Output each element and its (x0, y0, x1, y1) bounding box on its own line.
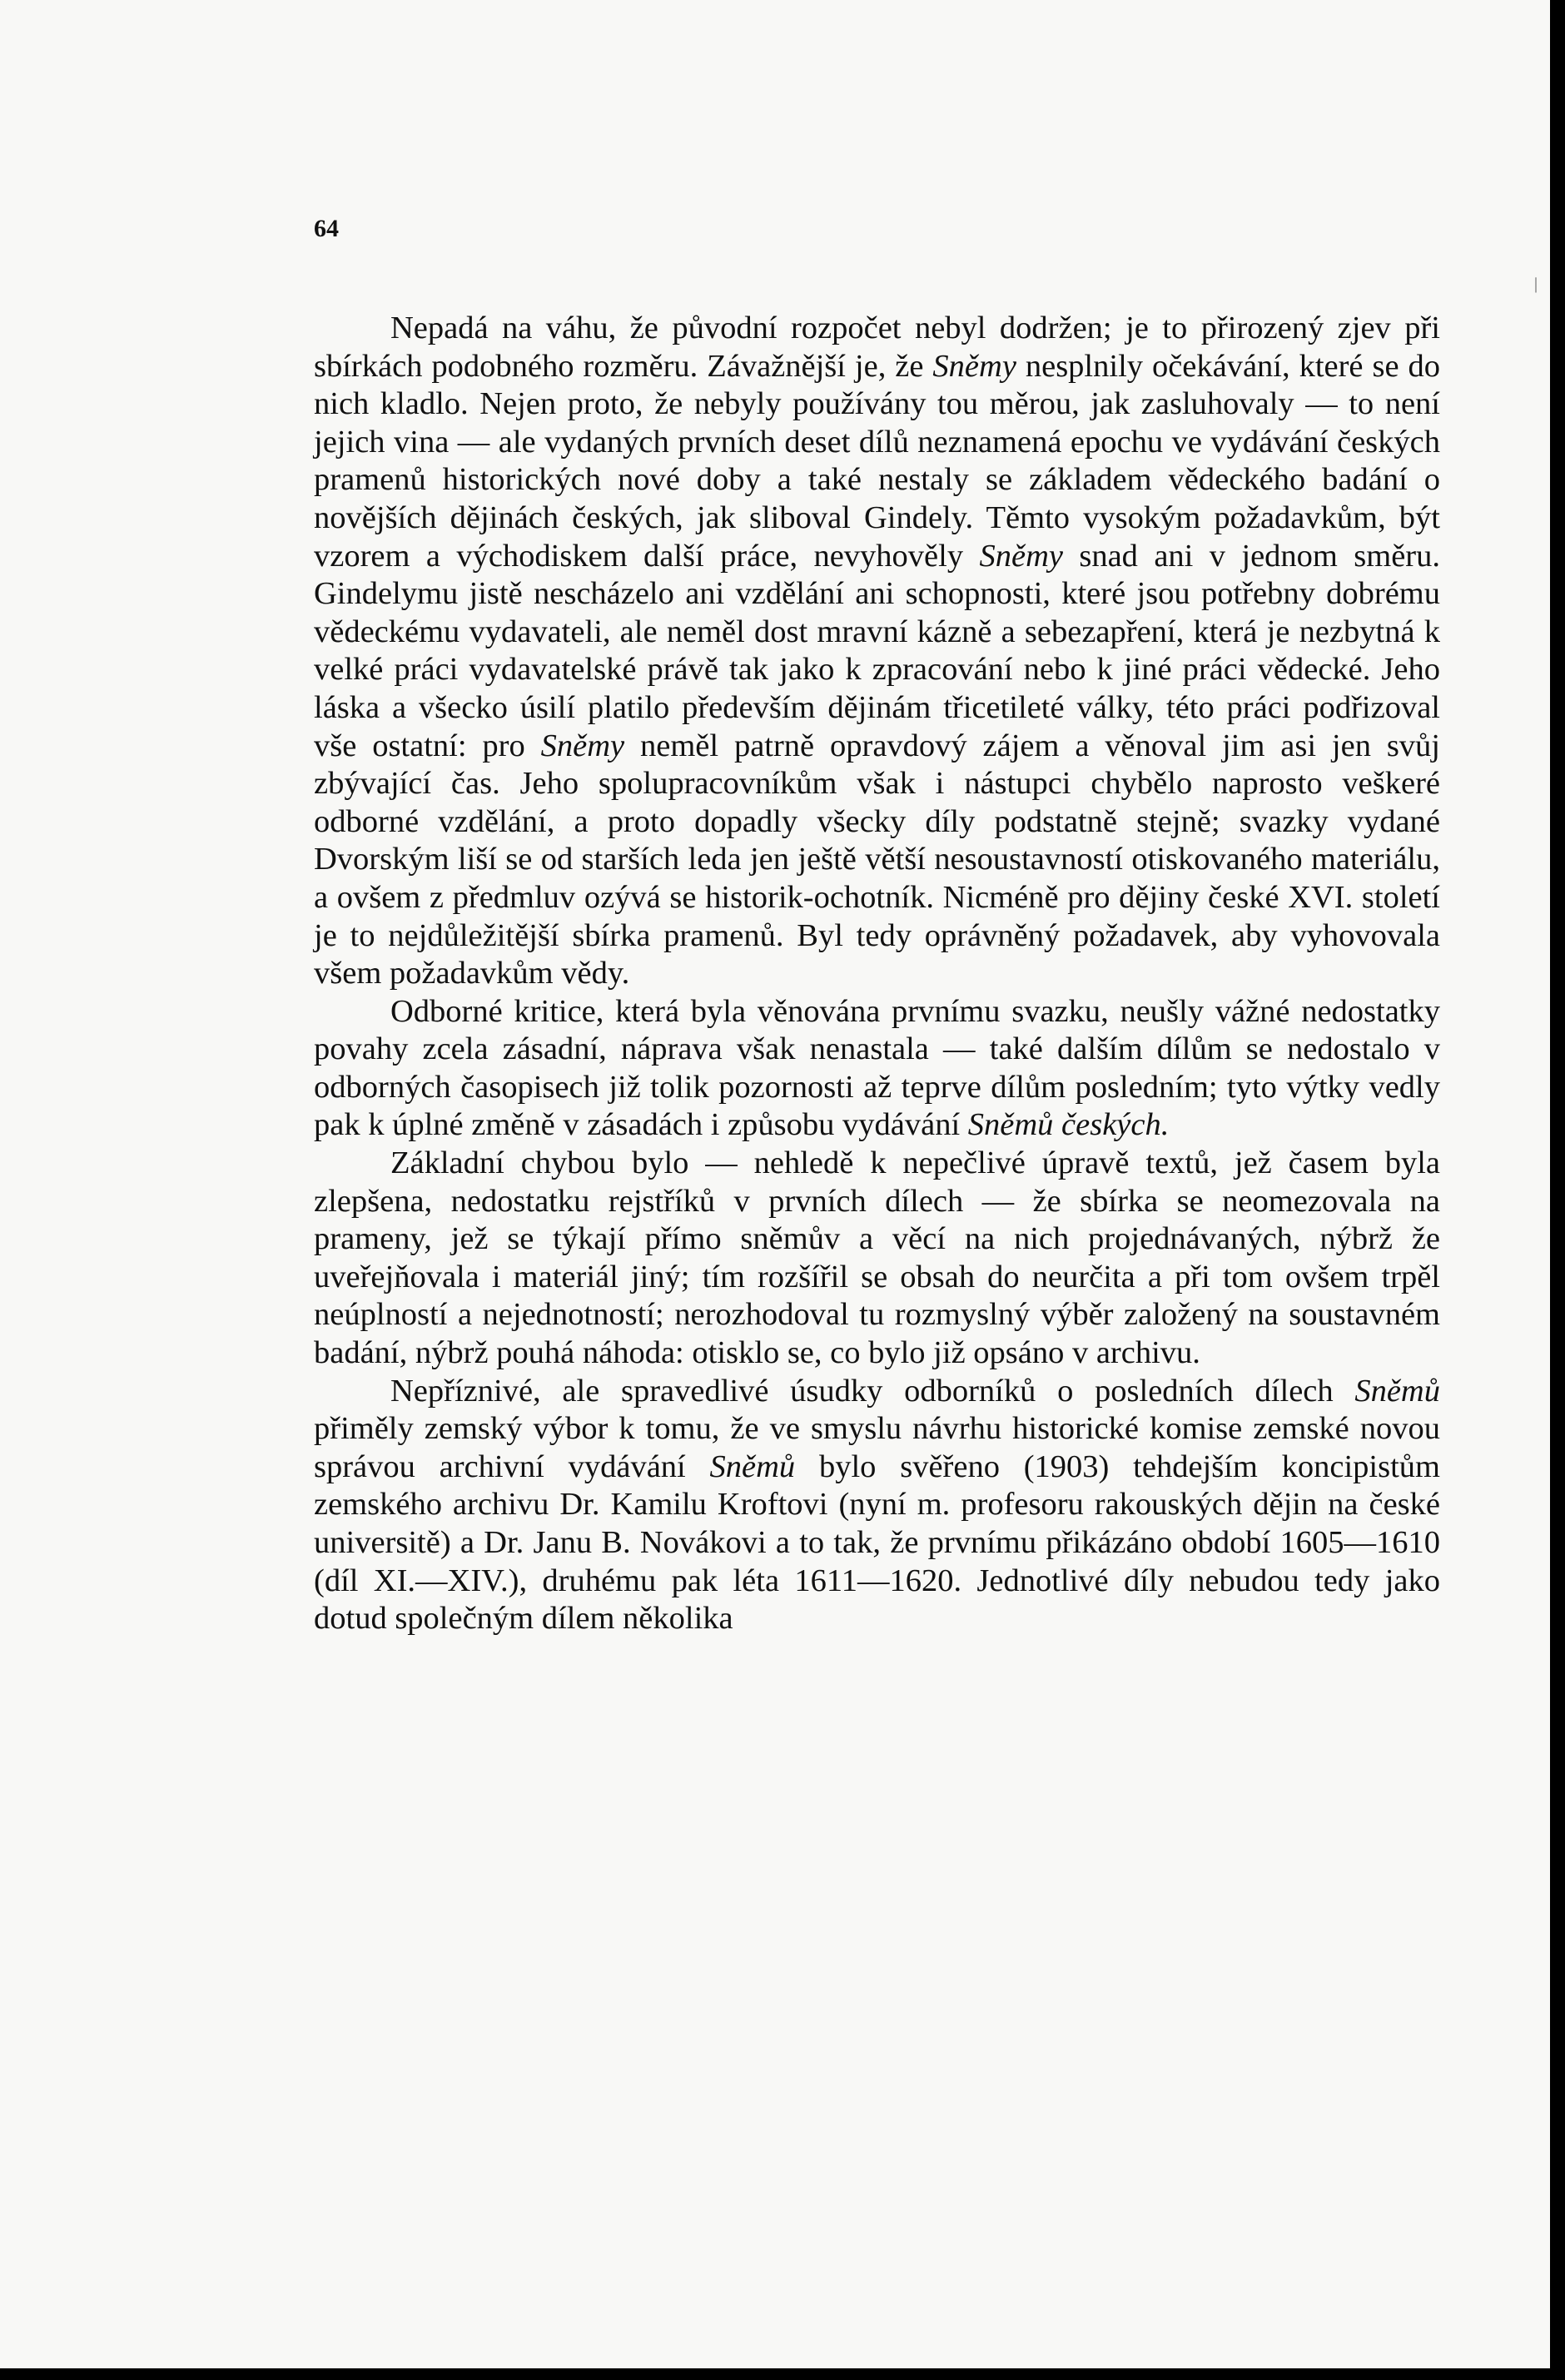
text-run: Nepříznivé, ale spravedlivé úsudky odborníků o posledních dílech (390, 1373, 1355, 1409)
italic-title: Sněmy (540, 728, 625, 763)
page-number: 64 (314, 215, 339, 242)
italic-title: Sněmů (1354, 1373, 1440, 1409)
paragraph (314, 310, 1440, 993)
text-run: přiměly zemský výbor k tomu, že ve smyslu návrhu historické komise zemské novou správou archivní vydávání (314, 1411, 1440, 1484)
text-run: snad ani v jednom směru. Gindelymu jistě nescházelo ani vzdělání ani schopnosti, které jsou potřebny dobrému vědeckému vydavateli, ale neměl dost mravní kázně a sebezapření, která je nezbytná k velké práci vydavatelské právě tak jako k zpracování nebo k jiné práci vědecké. Jeho láska a všecko úsilí platilo především dějinám třicetileté války, této práci podřizoval vše ostatní: pro (314, 538, 1440, 763)
text-run: neměl patrně opravdový zájem a věnoval jim asi jen svůj zbývající čas. Jeho spolupracovníkům však i nástupci chybělo naprosto veškeré odborné vzdělání, a proto dopadly všecky díly podstatně stejně; svazky vydané Dvorským liší se od starších leda jen ještě větší nesoustavností otiskovaného materiálu, a ovšem z předmluv ozývá se historik-ochotník. Nicméně pro dějiny české XVI. století je to nejdůležitější sbírka pramenů. Byl tedy oprávněný požadavek, aby vyhovovala všem požadavkům vědy. (314, 728, 1440, 991)
italic-title: Sněmů (709, 1448, 796, 1484)
italic-title: Sněmy (932, 348, 1016, 384)
italic-title: Sněmy (979, 538, 1063, 574)
text-run: nesplnily očekávání, které se do nich kladlo. Nejen proto, že nebyly používány tou měrou, jak zasluhovaly — to není jejich vina — ale vydaných prvních deset dílů neznamená epochu ve vydávání českých pramenů historických nové doby a také nestaly se základem vědeckého badání o novějších dějinách českých, jak sliboval Gindely. Těmto vysokým požadavkům, být vzorem a východiskem další práce, nevyhověly (314, 348, 1440, 574)
body-text (314, 310, 1440, 1638)
text-run: Nepadá na váhu, že původní rozpočet nebyl dodržen; je to přirozený zjev při sbírkách podobného rozměru. Závažnější je, že (314, 311, 1440, 384)
italic-title: Sněmů českých. (967, 1107, 1170, 1143)
paragraph (314, 993, 1440, 1145)
text-run: Základní chybou bylo — nehledě k nepečlivé úpravě textů, jež časem byla zlepšena, nedostatku rejstříků v prvních dílech — že sbírka se neomezovala na prameny, jež se týkají přímo sněmův a věcí na nich projednávaných, nýbrž že uveřejňovala i materiál jiný; tím rozšířil se obsah do neurčita a při tom ovšem trpěl neúplností a nejednotností; nerozhodoval tu rozmyslný výběr založený na soustavném badání, nýbrž pouhá náhoda: otisklo se, co bylo již opsáno v archivu. (314, 1145, 1440, 1371)
text-run: Odborné kritice, která byla věnována prvnímu svazku, neušly vážné nedostatky povahy zcela zásadní, náprava však nenastala — také dalším dílům se nedostalo v odborných časopisech již tolik pozornosti až teprve dílům posledním; tyto výtky vedly pak k úplné změně v zásadách i způsobu vydávání (314, 993, 1440, 1143)
text-run: bylo svěřeno (1903) tehdejším koncipistům zemského archivu Dr. Kamilu Kroftovi (nyní m. profesoru rakouských dějin na české universitě) a Dr. Janu B. Novákovi a to tak, že prvnímu přikázáno období 1605—1610 (díl XI.—XIV.), druhému pak léta 1611—1620. Jednotlivé díly nebudou tedy jako dotud společným dílem několika (314, 1448, 1441, 1637)
edge-mark: | (1534, 275, 1538, 293)
paragraph (314, 1145, 1440, 1373)
paragraph (314, 1373, 1440, 1638)
